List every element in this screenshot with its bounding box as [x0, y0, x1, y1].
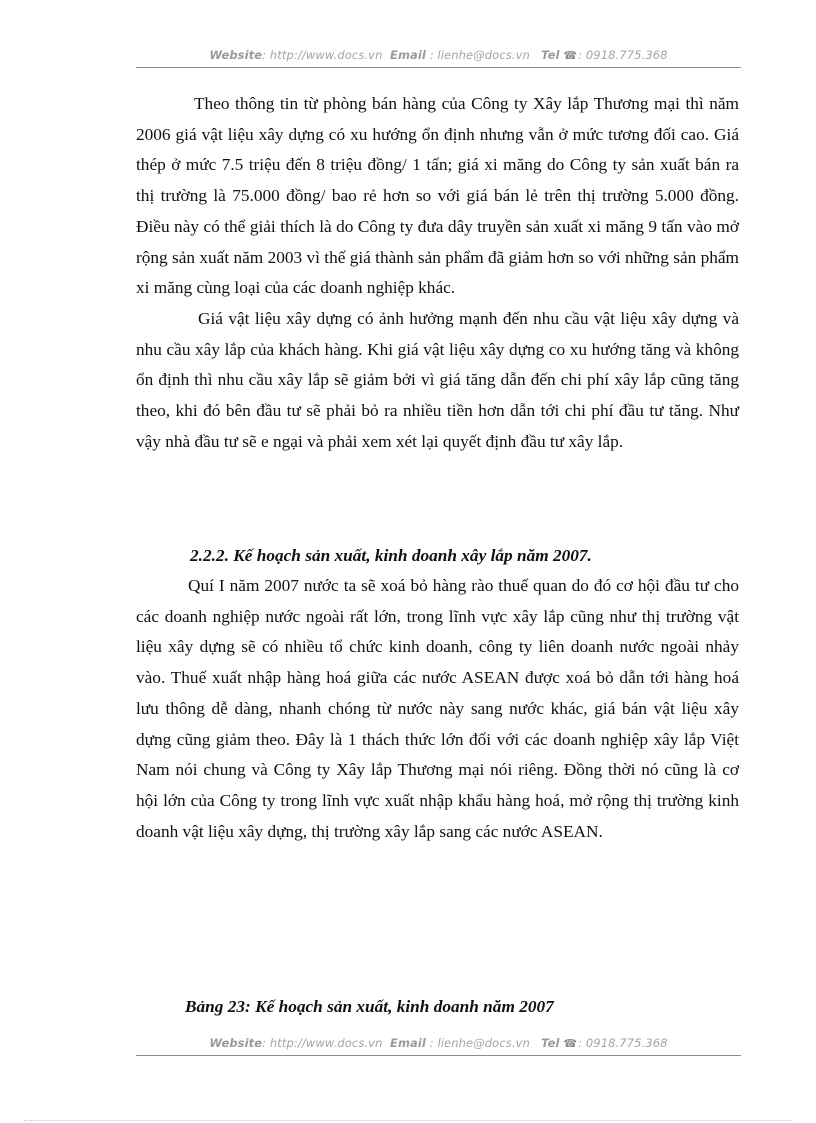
email-label: Email	[389, 48, 426, 62]
paragraph-2: Giá vật liệu xây dựng có ảnh hưởng mạnh đến nhu cầu vật liệu xây dựng và nhu cầu xây lắp của khách hàng. Khi giá vật liệu xây dựng co xu hướng tăng và không ổn định thì nhu cầu xây lắp sẽ giảm bởi vì giá tăng dẫn đến chi phí xây lắp cũng tăng theo, khi đó bên đầu tư sẽ phải bỏ ra nhiều tiền hơn dẫn tới chi phí đầu tư tăng. Như vậy nhà đầu tư sẽ e ngại và phải xem xét lại quyết định đầu tư xây lắp.	[136, 308, 739, 451]
website-label: Website	[209, 1036, 263, 1050]
footer-rule	[136, 1055, 741, 1056]
footer-contact	[136, 1036, 741, 1050]
phone-icon: ☎	[563, 49, 578, 62]
tel-label: Tel	[541, 1036, 560, 1050]
body-block-2	[136, 571, 739, 847]
tel-label: Tel	[541, 48, 560, 62]
tel-value: : 0918.775.368	[578, 1036, 668, 1050]
table-title: Bảng 23: Kế hoạch sản xuất, kinh doanh năm 2007	[185, 997, 554, 1016]
body-block-1	[136, 89, 739, 457]
email-value: : lienhe@docs.vn	[429, 1036, 530, 1050]
website-label: Website	[209, 48, 263, 62]
email-value: : lienhe@docs.vn	[429, 48, 530, 62]
page-bottom-border	[24, 1120, 792, 1121]
paragraph-1: Theo thông tin từ phòng bán hàng của Công ty Xây lắp Thương mại thì năm 2006 giá vật liệu xây dựng có xu hướng ổn định nhưng vẫn ở mức tương đối cao. Giá thép ở mức 7.5 triệu đến 8 triệu đồng/ 1 tấn; giá xi măng do Công ty sản xuất bán ra thị trường là 75.000 đồng/ bao rẻ hơn so với giá bán lẻ trên thị trường 5.000 đồng. Điều này có thể giải thích là do Công ty đưa dây truyền sản xuất xi măng 9 tấn vào mở rộng sản xuất năm 2003 vì thế giá thành sản phẩm đã giảm hơn so với những sản phẩm xi măng cùng loại của các doanh nghiệp khác.	[136, 94, 739, 298]
website-value: : http://www.docs.vn	[262, 48, 383, 62]
phone-icon: ☎	[563, 1037, 578, 1050]
tel-value: : 0918.775.368	[578, 48, 668, 62]
email-label: Email	[389, 1036, 426, 1050]
header-rule	[136, 67, 741, 68]
paragraph-3: Quí I năm 2007 nước ta sẽ xoá bỏ hàng rào thuế quan do đó cơ hội đầu tư cho các doanh nghiệp nước ngoài rất lớn, trong lĩnh vực xây lắp cũng như thị trường vật liệu xây dựng sẽ có nhiều tổ chức kinh doanh, công ty liên doanh nước ngoài nhảy vào. Thuế xuất nhập hàng hoá giữa các nước ASEAN được xoá bỏ dẫn tới hàng hoá lưu thông dễ dàng, nhanh chóng từ nước này sang nước khác, giá bán vật liệu xây dựng cũng giảm theo. Đây là 1 thách thức lớn đối với các doanh nghiệp xây lắp Việt Nam nói chung và Công ty Xây lắp Thương mại nói riêng. Đồng thời nó cũng là cơ hội lớn của Công ty trong lĩnh vực xuất nhập khẩu hàng hoá, mở rộng thị trường kinh doanh vật liệu xây dựng, thị trường xây lắp sang các nước ASEAN.	[136, 576, 739, 841]
website-value: : http://www.docs.vn	[262, 1036, 383, 1050]
section-heading: 2.2.2. Kế hoạch sản xuất, kinh doanh xây lắp năm 2007.	[190, 546, 592, 565]
page-footer	[136, 1034, 741, 1056]
header-contact	[136, 48, 741, 62]
page-header	[136, 46, 741, 68]
